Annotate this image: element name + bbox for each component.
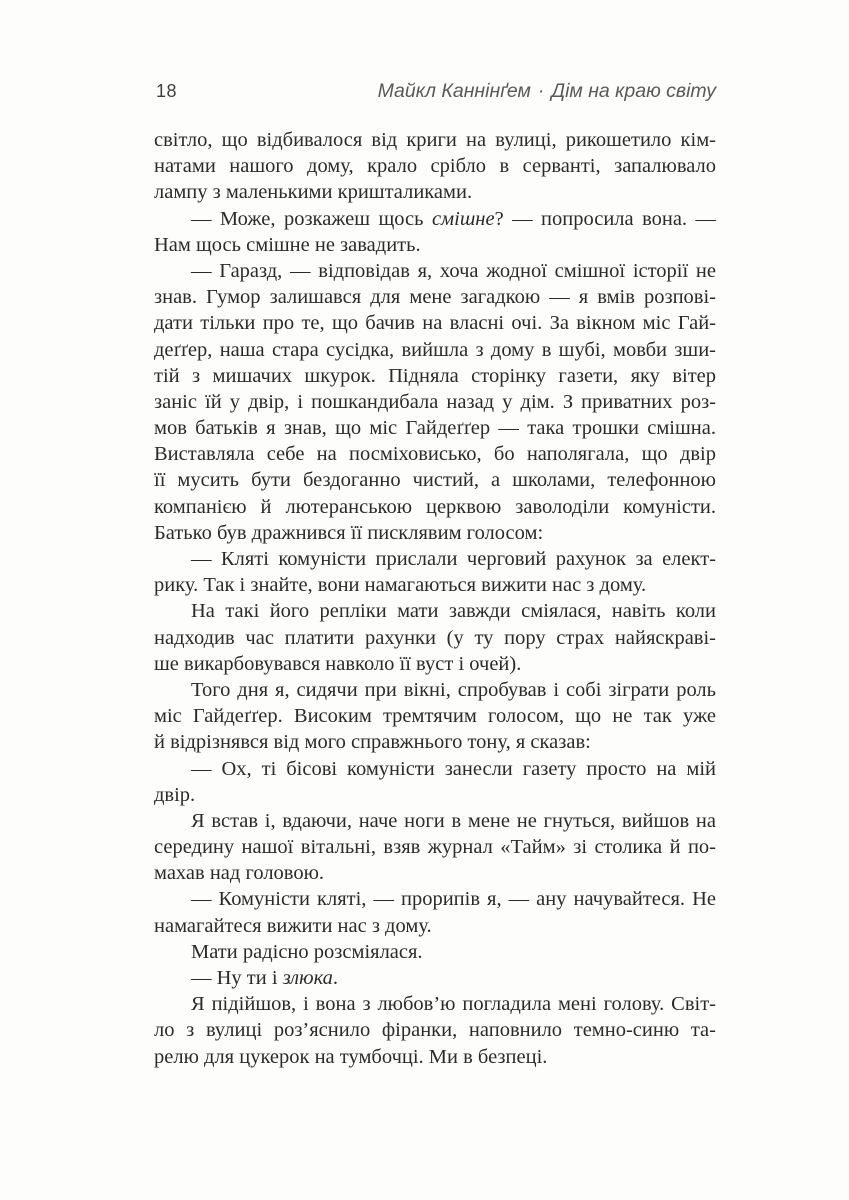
running-header-separator: · bbox=[537, 80, 545, 102]
text-line: двір. bbox=[154, 783, 196, 806]
text-line: Того дня я, сидячи при вікні, спробував і собі зіграти роль bbox=[191, 678, 716, 701]
text-line: її мусить бути бездоганно чистий, а школами, телефонною bbox=[154, 469, 716, 492]
text-line: компанією й лютеранською церквою заволоділи комуністи. bbox=[154, 495, 716, 518]
text-line: деґґер, наша стара сусідка, вийшла з дому в шубі, мовби зши- bbox=[154, 338, 716, 361]
text-line: рику. Так і знайте, вони намагаються вижити нас з дому. bbox=[154, 574, 647, 597]
text-line: світло, що відбивалося від криги на вулиці, рикошетило кім- bbox=[154, 129, 716, 151]
body-text bbox=[154, 127, 716, 1070]
text-line: надходив час платити рахунки (у ту пору страх найяскраві- bbox=[154, 626, 716, 649]
text-line bbox=[154, 206, 716, 232]
text-line: Виставляла себе на посміховисько, бо наполягала, що двір bbox=[154, 443, 716, 466]
text-line: лампу з маленькими кришталиками. bbox=[154, 181, 473, 204]
text-line bbox=[154, 965, 716, 991]
text-line: намагайтеся вижити нас з дому. bbox=[154, 914, 432, 937]
text-line: релю для цукерок на тумбочці. Ми в безпеці. bbox=[154, 1045, 548, 1068]
text-line: тій з мишачих шкурок. Підняла сторінку газети, яку вітер bbox=[154, 364, 716, 387]
text-line: — Комуністи кляті, — прорипів я, — ану начувайтеся. Не bbox=[191, 888, 716, 911]
text-segment: . bbox=[332, 967, 339, 989]
italic-emphasis: злюка bbox=[282, 967, 333, 989]
text-line: Мати радісно розсміялася. bbox=[191, 940, 423, 963]
italic-emphasis: смішне bbox=[431, 207, 495, 230]
text-line: — Гаразд, — відповідав я, хоча жодної смішної історії не bbox=[191, 259, 716, 282]
text-line: знав. Гумор залишався для мене загадкою — я вмів розпові- bbox=[154, 286, 716, 309]
text-line: ше викарбовувався навколо її вуст і очей). bbox=[154, 652, 522, 675]
text-line: міс Гайдеґґер. Високим тремтячим голосом, що не так уже bbox=[154, 705, 716, 728]
text-line: середину нашої вітальні, взяв журнал «Тайм» зі столика й по- bbox=[154, 836, 716, 859]
text-segment: — Може, розкажеш щось bbox=[191, 207, 432, 230]
page-number: 18 bbox=[156, 81, 178, 101]
text-line: махав над головою. bbox=[154, 862, 325, 885]
text-segment: ? — попросила вона. — bbox=[494, 207, 716, 230]
running-header-title: Дім на краю світу bbox=[551, 80, 716, 102]
text-line: Я встав і, вдаючи, наче ноги в мене не гнуться, вийшов на bbox=[191, 809, 716, 832]
text-segment: — Ну ти і bbox=[191, 967, 283, 989]
running-header-author: Майкл Каннінґем bbox=[377, 80, 531, 102]
text-line: мов батьків я знав, що міс Гайдеґґер — така трошки смішна. bbox=[154, 417, 716, 440]
page-header bbox=[156, 80, 716, 103]
text-line: заніс їй у двір, і пошкандибала назад у дім. З приватних роз- bbox=[154, 390, 716, 413]
text-line: й відрізнявся від мого справжнього тону, я сказав: bbox=[154, 731, 591, 754]
text-line: Я підійшов, і вона з любов’ю погладила мені голову. Світ- bbox=[191, 993, 716, 1016]
text-line: Нам щось смішне не завадить. bbox=[154, 233, 421, 256]
text-line: — Ох, ті бісові комуністи занесли газету просто на мій bbox=[191, 757, 716, 780]
text-line: ло з вулиці роз’яснило фіранки, наповнило темно-синю та- bbox=[154, 1019, 716, 1042]
text-line: На такі його репліки мати завжди сміялася, навіть коли bbox=[191, 600, 716, 623]
running-header bbox=[378, 80, 716, 103]
text-line: Батько був дражнився її писклявим голосом: bbox=[154, 521, 544, 544]
text-line: натами нашого дому, крало срібло в серванті, запалювало bbox=[154, 155, 716, 178]
text-line: — Кляті комуністи прислали черговий рахунок за елект- bbox=[191, 548, 716, 570]
text-line: дати тільки про те, що бачив на власні очі. За вікном міс Гай- bbox=[154, 312, 716, 335]
